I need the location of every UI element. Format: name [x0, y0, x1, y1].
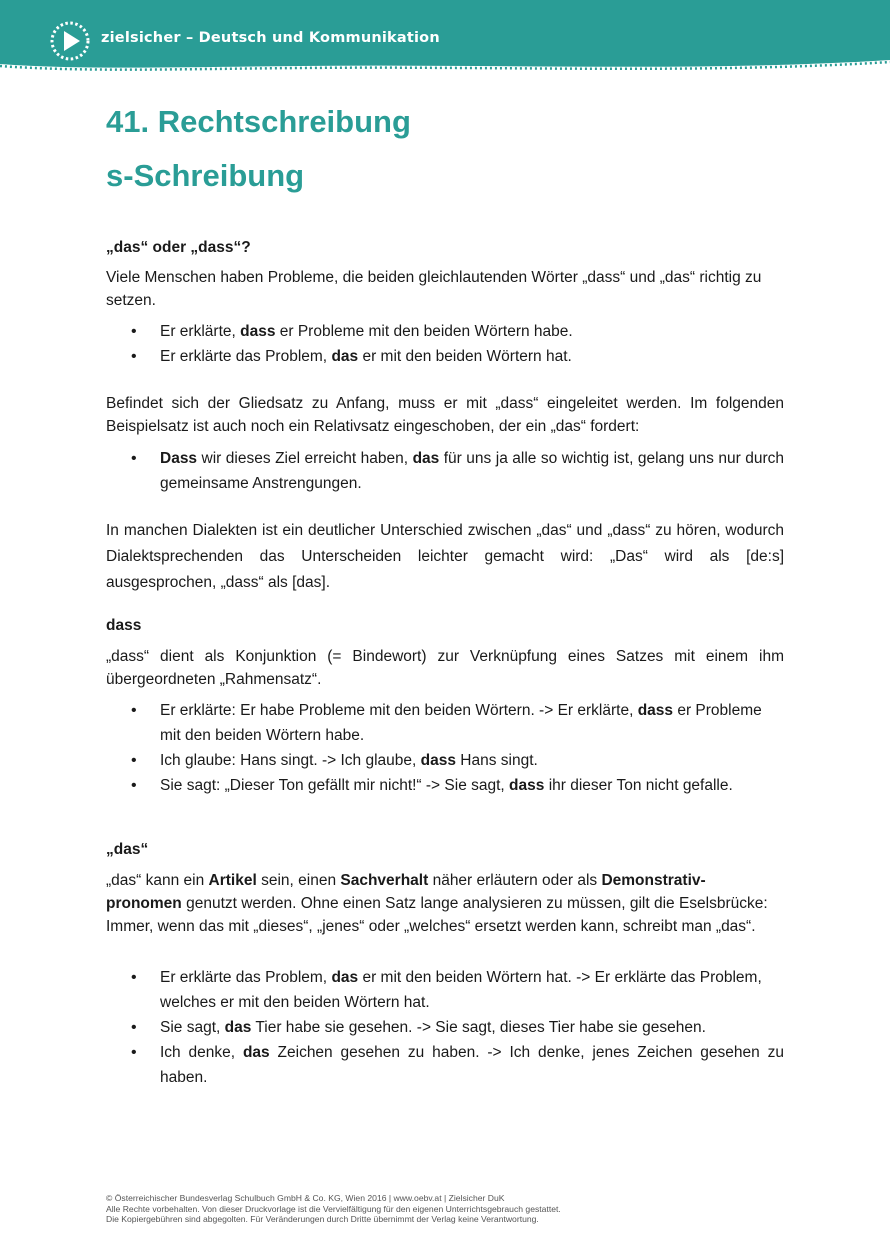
list-item: • Sie sagt: „Dieser Ton gefällt mir nicht!“ -> Sie sagt, dass ihr dieser Ton nicht gefalle. — [106, 773, 784, 798]
list-item: • Ich denke, das Zeichen gesehen zu haben. -> Ich denke, jenes Zeichen gesehen zu haben. — [106, 1040, 784, 1090]
dialect-paragraph: In manchen Dialekten ist ein deutlicher Unterschied zwischen „das“ und „dass“ zu hören, wodurch Dialektsprechenden das Unterscheiden leichter gemacht wird: „Das“ wird als [de:s] ausgesprochen, „dass“ als [das]. — [106, 522, 784, 591]
list-item: • Er erklärte das Problem, das er mit den beiden Wörtern hat. -> Er erklärte das Problem, welches er mit den beiden Wörtern hat. — [106, 965, 784, 1015]
section-heading-das: „das“ — [106, 841, 149, 858]
list-item: • Er erklärte das Problem, das er mit den beiden Wörtern hat. — [106, 344, 784, 369]
footer-copyright — [106, 1193, 806, 1225]
bullet-list-2 — [106, 446, 784, 496]
bullet-list-1 — [106, 319, 784, 369]
section-heading-dass: dass — [106, 617, 142, 634]
bullet-list-3 — [106, 698, 784, 798]
das-paragraph: „das“ kann ein Artikel sein, einen Sachverhalt näher erläutern oder als Demonstrativ- pronomen genutzt werden. Ohne einen Satz lange analysieren zu müssen, gilt die Eselsbrücke: Immer, wenn das mit „dieses“, „jenes“ oder „welches“ ersetzt werden kann, schreibt man „das“. — [106, 872, 768, 935]
footer-line: Alle Rechte vorbehalten. Von dieser Druckvorlage ist die Vervielfältigung für den eigenen Unterrichtsgebrauch gestattet. — [106, 1203, 561, 1214]
bullet-list-4 — [106, 965, 784, 1090]
page-subtitle: s-Schreibung — [106, 158, 305, 193]
page-title: 41. Rechtschreibung — [106, 104, 411, 139]
intro-paragraph: Viele Menschen haben Probleme, die beiden gleichlautenden Wörter „dass“ und „das“ richtig zu setzen. — [106, 269, 762, 309]
footer-line: Die Kopiergebühren sind abgegolten. Für Veränderungen durch Dritte übernimmt der Verlag keine Verantwortung. — [106, 1214, 539, 1224]
header-banner — [0, 0, 890, 78]
list-item: • Sie sagt, das Tier habe sie gesehen. -> Sie sagt, dieses Tier habe sie gesehen. — [106, 1015, 784, 1040]
footer-line: © Österreichischer Bundesverlag Schulbuch GmbH & Co. KG, Wien 2016 | www.oebv.at | Zielsicher DuK — [106, 1193, 505, 1203]
list-item: • Er erklärte: Er habe Probleme mit den beiden Wörtern. -> Er erklärte, dass er Probleme mit den beiden Wörtern habe. — [106, 698, 784, 748]
dass-paragraph: „dass“ dient als Konjunktion (= Bindewort) zur Verknüpfung eines Satzes mit einem ihm übergeordneten „Rahmensatz“. — [106, 648, 784, 688]
list-item: • Dass wir dieses Ziel erreicht haben, das für uns ja alle so wichtig ist, gelang uns nur durch gemeinsame Anstrengungen. — [106, 446, 784, 496]
list-item: • Ich glaube: Hans singt. -> Ich glaube, dass Hans singt. — [106, 748, 784, 773]
gliedsatz-paragraph: Befindet sich der Gliedsatz zu Anfang, muss er mit „dass“ eingeleitet werden. Im folgenden Beispielsatz ist auch noch ein Relativsatz eingeschoben, der ein „das“ fordert: — [106, 395, 784, 435]
section-heading-das-oder-dass: „das“ oder „dass“? — [106, 239, 251, 256]
brand-title: zielsicher – Deutsch und Kommunikation — [101, 30, 440, 46]
list-item: • Er erklärte, dass er Probleme mit den beiden Wörtern habe. — [106, 319, 784, 344]
